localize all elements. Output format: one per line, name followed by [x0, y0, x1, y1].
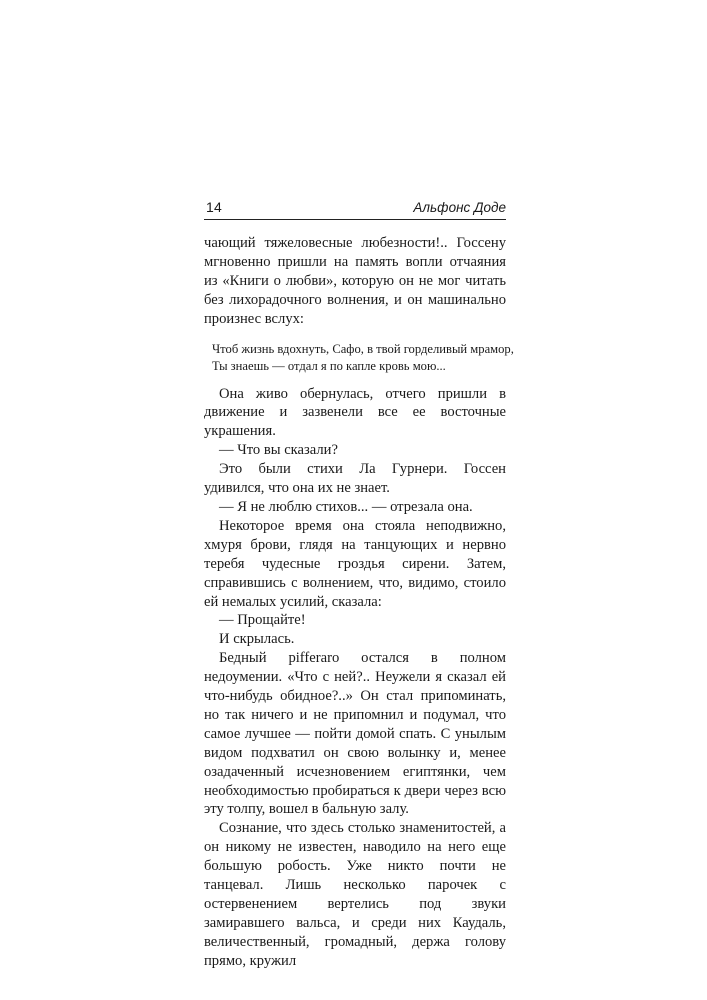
dialogue-line: — Что вы сказали?	[219, 442, 338, 459]
paragraph: Некоторое время она стояла неподвижно, хмуря брови, глядя на танцующих и нервно теребя чудесные гроздья сирени. Затем, справившись с волнением, что, видимо, стоило ей немалых усилий, сказала:	[204, 517, 506, 610]
verse-line: Чтоб жизнь вдохнуть, Сафо, в твой горделивый мрамор,	[212, 341, 514, 356]
dialogue-line: — Я не люблю стихов... — отрезала она.	[219, 498, 473, 515]
running-title: Альфонс Доде	[413, 200, 506, 215]
page-header	[204, 197, 506, 220]
dialogue-line: — Прощайте!	[219, 612, 306, 629]
paragraph: Это были стихи Ла Гурнери. Госсен удивился, что она их не знает.	[204, 461, 506, 497]
paragraph: Она живо обернулась, отчего пришли в движение и зазвенели все ее восточные украшения.	[204, 385, 506, 440]
verse-quote	[212, 341, 514, 375]
paragraph: Бедный pifferaro остался в полном недоумении. «Что с ней?.. Неужели я сказал ей что-нибудь обидное?..» Он стал припоминать, но так ничего и не припомнил и подумал, что самое лучшее — пойти домой спать. С унылым видом подхватил он свою волынку и, менее озадаченный исчезновением египтянки, чем необходимостью пробираться к двери через всю эту толпу, вошел в бальную залу.	[204, 650, 506, 818]
verse-line: Ты знаешь — отдал я по капле кровь мою...	[212, 358, 446, 373]
paragraph: И скрылась.	[219, 631, 295, 648]
intro-paragraph: чающий тяжеловесные любезности!.. Госсену мгновенно пришли на память вопли отчаяния из «Книги о любви», которую он не мог читать без лихорадочного волнения, и он машинально произнес вслух:	[204, 235, 506, 327]
paragraph: Сознание, что здесь столько знаменитостей, а он никому не известен, наводило на него еще большую робость. Уже никто почти не танцевал. Лишь несколько парочек с остервенением вертелись под звуки замиравшего вальса, и среди них Каудаль, величественный, громадный, держа голову прямо, кружил	[204, 820, 506, 969]
body-text	[204, 234, 514, 971]
book-page	[204, 197, 514, 971]
page-number: 14	[206, 199, 222, 215]
